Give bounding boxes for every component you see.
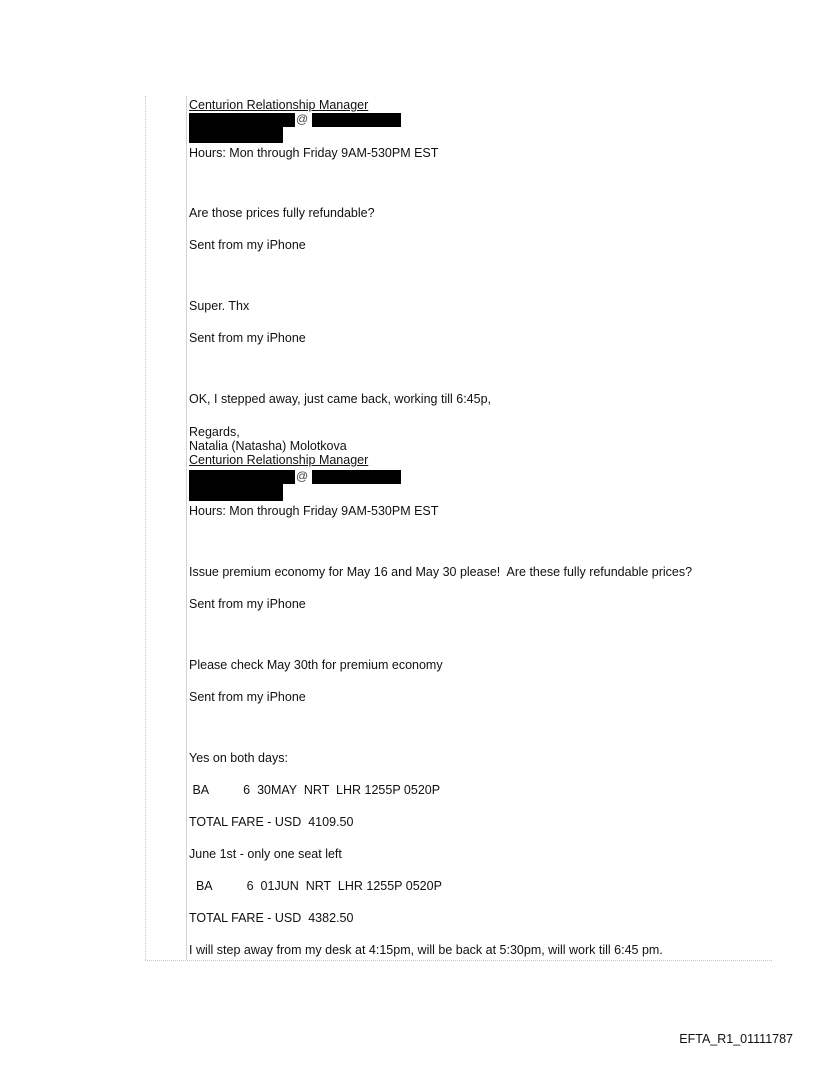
signature-hours-1: Hours: Mon through Friday 9AM-530PM EST: [189, 146, 439, 160]
page-border-left: [145, 96, 146, 960]
signature-title-1: Centurion Relationship Manager: [189, 98, 369, 112]
redacted-email-user-2: [189, 470, 295, 484]
message-super-thx: Super. Thx: [189, 299, 250, 313]
redacted-email-extra-1: [189, 127, 283, 143]
page-border-bottom: [145, 960, 772, 961]
sent-from-iphone-2: Sent from my iPhone: [189, 331, 306, 345]
signature-hours-2: Hours: Mon through Friday 9AM-530PM EST: [189, 504, 439, 518]
sent-from-iphone-3: Sent from my iPhone: [189, 597, 306, 611]
message-issue-premium-economy: Issue premium economy for May 16 and May 30 please! Are these fully refundable prices?: [189, 565, 693, 579]
email-at-symbol-1: @: [296, 112, 309, 126]
redacted-email-domain-2: [312, 470, 401, 484]
flight-line-01jun: BA 6 01JUN NRT LHR 1255P 0520P: [189, 879, 442, 893]
message-refundable-question: Are those prices fully refundable?: [189, 206, 375, 220]
june-1st-note: June 1st - only one seat left: [189, 847, 342, 861]
regards-line: Regards,: [189, 425, 240, 439]
redacted-email-domain-1: [312, 113, 401, 127]
flight-line-30may: BA 6 30MAY NRT LHR 1255P 0520P: [189, 783, 441, 797]
message-check-may-30: Please check May 30th for premium economy: [189, 658, 443, 672]
sent-from-iphone-1: Sent from my iPhone: [189, 238, 306, 252]
total-fare-01jun: TOTAL FARE - USD 4382.50: [189, 911, 354, 925]
total-fare-30may: TOTAL FARE - USD 4109.50: [189, 815, 354, 829]
message-stepped-away: OK, I stepped away, just came back, working till 6:45p,: [189, 392, 491, 406]
sent-from-iphone-4: Sent from my iPhone: [189, 690, 306, 704]
redacted-email-extra-2: [189, 484, 283, 501]
message-yes-both-days: Yes on both days:: [189, 751, 288, 765]
document-id: EFTA_R1_01111787: [679, 1032, 793, 1046]
email-at-symbol-2: @: [296, 469, 309, 483]
redacted-email-user-1: [189, 113, 295, 127]
quote-border-left: [186, 96, 187, 960]
sender-name: Natalia (Natasha) Molotkova: [189, 439, 347, 453]
signature-title-2: Centurion Relationship Manager: [189, 453, 369, 467]
message-step-away-schedule: I will step away from my desk at 4:15pm, will be back at 5:30pm, will work till 6:45 pm.: [189, 943, 663, 957]
